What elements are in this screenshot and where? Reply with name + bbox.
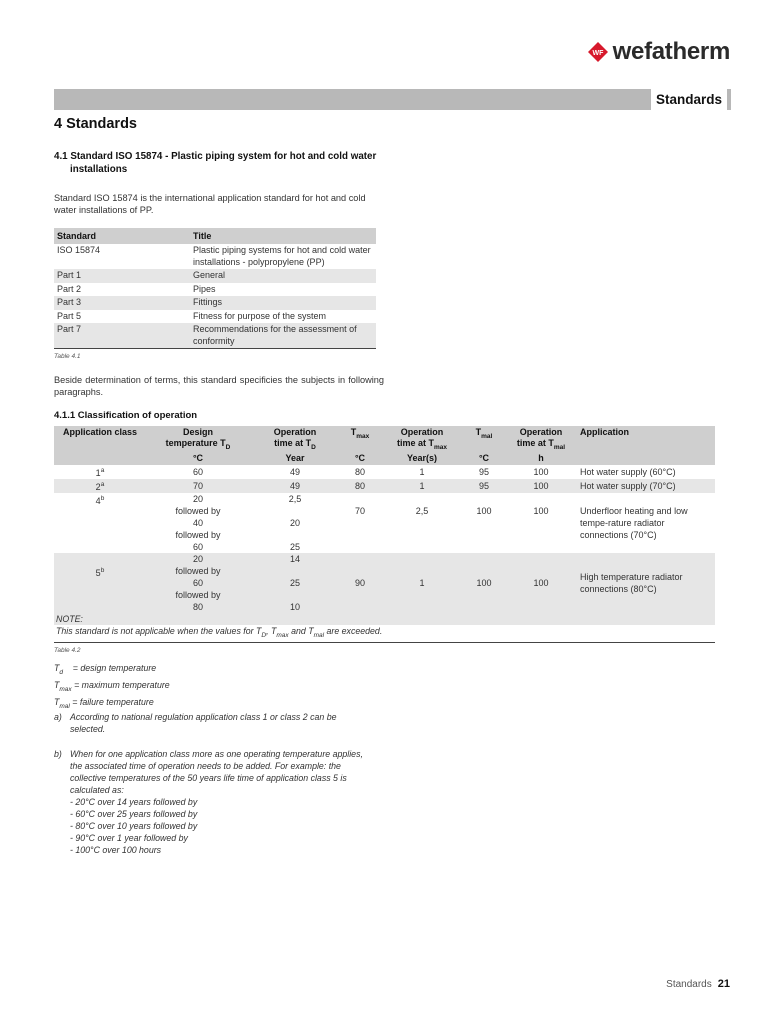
table-cell: Part 7: [54, 323, 190, 349]
table-cell: Part 1: [54, 269, 190, 283]
column-header: Application class: [54, 426, 146, 465]
table-cell: 80: [354, 466, 365, 477]
table-cell: 4$^b$: [95, 494, 105, 506]
subsection-title: 4.1.1 Classification of operation: [54, 410, 198, 421]
table-cell: Part 2: [57, 283, 82, 294]
table-cell: Underfloor heating and low tempe-rature radiator connections (70°C): [580, 505, 688, 540]
table-caption: Table 4.2: [54, 646, 81, 654]
table-row: [54, 269, 376, 283]
symbol-legend: [54, 662, 384, 712]
page-footer: [666, 978, 730, 990]
table-cell: 70: [146, 479, 250, 493]
footnote-a: a) According to national regulation application class 1 or class 2 can be selected.: [54, 712, 337, 734]
table-cell: 2,5 20 25: [288, 493, 302, 552]
column-header: Operation time at $T_{mal}$ h: [504, 426, 578, 465]
table-cell: General: [190, 269, 376, 283]
table-cell: Hot water supply (60°C): [580, 466, 676, 477]
intro-paragraph: Standard ISO 15874 is the international application standard for hot and cold water installations of PP.: [54, 193, 366, 215]
column-header: Title: [190, 228, 376, 244]
classification-section: [54, 426, 715, 668]
table-cell: ISO 15874: [57, 245, 101, 255]
table-note: This standard is not applicable when the values for $T_D$, $T_{max}$ and $T_{mal}$ are exceeded.: [54, 625, 715, 642]
table-header-row: [54, 426, 715, 465]
legend-item: $T_d$ = design temperature: [54, 663, 157, 676]
table-cell: 20 followed by 40 followed by 60: [175, 493, 221, 552]
table-row: [54, 296, 376, 310]
legend-item: $T_{max}$ = maximum temperature: [54, 679, 170, 693]
table-cell: 1$^a$: [95, 466, 105, 478]
section-header-bar: [54, 89, 731, 110]
table-cell: High temperature radiator connections (80°C): [578, 553, 715, 613]
table-cell: Hot water supply (70°C): [578, 479, 715, 493]
table-cell: 20 followed by 60 followed by 80: [146, 553, 250, 613]
page-number: 21: [717, 978, 730, 990]
table-row: [54, 244, 376, 269]
table-cell: 2$^a$: [54, 479, 146, 493]
table-note-row: [54, 613, 715, 625]
column-header: Design temperature $T_D$ °C: [146, 426, 250, 465]
table-cell: 1: [380, 479, 464, 493]
table-caption: Table 4.1: [54, 353, 81, 360]
table-cell: 2,5: [415, 505, 429, 516]
table-cell: 60: [192, 466, 203, 477]
brand-logo-icon: [587, 41, 609, 63]
table-row: [54, 479, 715, 493]
brand-logo: [587, 38, 730, 66]
footer-label: Standards: [666, 979, 712, 990]
body-paragraph: Beside determination of terms, this standard specificies the subjects in following paragraphs.: [54, 375, 384, 397]
table-cell: 95: [464, 479, 504, 493]
table-row: [54, 323, 376, 349]
table-row: [54, 493, 715, 553]
svg-text:WF: WF: [592, 50, 604, 57]
table-cell: 100: [504, 479, 578, 493]
section-subtitle: 4.1 Standard ISO 15874 - Plastic piping system for hot and cold water installations: [54, 151, 377, 175]
header-tag: Standards: [651, 89, 727, 110]
table-cell: 100: [533, 466, 549, 477]
table-cell: 100: [504, 553, 578, 613]
page-title: 4 Standards: [54, 116, 137, 132]
table-note-label: NOTE:: [54, 613, 715, 625]
table-cell: 49: [289, 466, 300, 477]
footnote-b: b) When for one application class more as one operating temperature applies, the associated time of operation needs to be added. For example: the collective temperatures of the 50 years life time of application class 5 is calculated as: - 20°C over 14 years followed by - 60°C over 25 years followed by - 80°C over 10 years followed by - 90°C over 1 year followed by - 100°C over 100 hours: [54, 749, 363, 855]
table-cell: 49: [250, 479, 340, 493]
column-header: $T_{mal}$ °C: [464, 426, 504, 465]
brand-name: wefatherm: [612, 38, 730, 65]
column-header: Operation time at $T_D$ Year: [250, 426, 340, 465]
table-cell: 1: [380, 553, 464, 613]
column-header: $T_{max}$ °C: [340, 426, 380, 465]
main-content: [54, 116, 384, 433]
column-header: Standard: [54, 228, 190, 244]
table-cell: Fittings: [190, 296, 376, 310]
standards-table: [54, 228, 376, 349]
table-row: [54, 465, 715, 479]
table-cell: Fitness for purpose of the system: [193, 310, 327, 321]
table-header-row: [54, 228, 376, 244]
table-cell: 100: [464, 553, 504, 613]
table-cell: 95: [478, 466, 489, 477]
table-cell: 90: [340, 553, 380, 613]
table-cell: Recommendations for the assessment of conformity: [190, 323, 376, 349]
table-cell: 100: [533, 505, 549, 516]
table-cell: 1: [419, 466, 425, 477]
column-header: Operation time at $T_{max}$ Year(s): [380, 426, 464, 465]
table-row: [54, 553, 715, 613]
table-cell: Pipes: [193, 283, 216, 294]
column-header: Application: [578, 426, 715, 465]
table-cell: 70: [354, 505, 365, 516]
table-cell: 100: [476, 505, 492, 516]
table-cell: Plastic piping systems for hot and cold water installations - polypropylene (PP): [193, 245, 371, 267]
table-cell: Part 5: [57, 310, 82, 321]
classification-table: [54, 426, 715, 643]
legend-item: $T_{mal}$ = failure temperature: [54, 696, 154, 710]
footnotes: [54, 711, 374, 869]
table-cell: 5$^b$: [54, 553, 146, 613]
table-row: [54, 310, 376, 324]
table-cell: 14 25 10: [250, 553, 340, 613]
table-cell: 80: [340, 479, 380, 493]
table-note-row: [54, 625, 715, 642]
table-cell: Part 3: [54, 296, 190, 310]
table-row: [54, 283, 376, 297]
